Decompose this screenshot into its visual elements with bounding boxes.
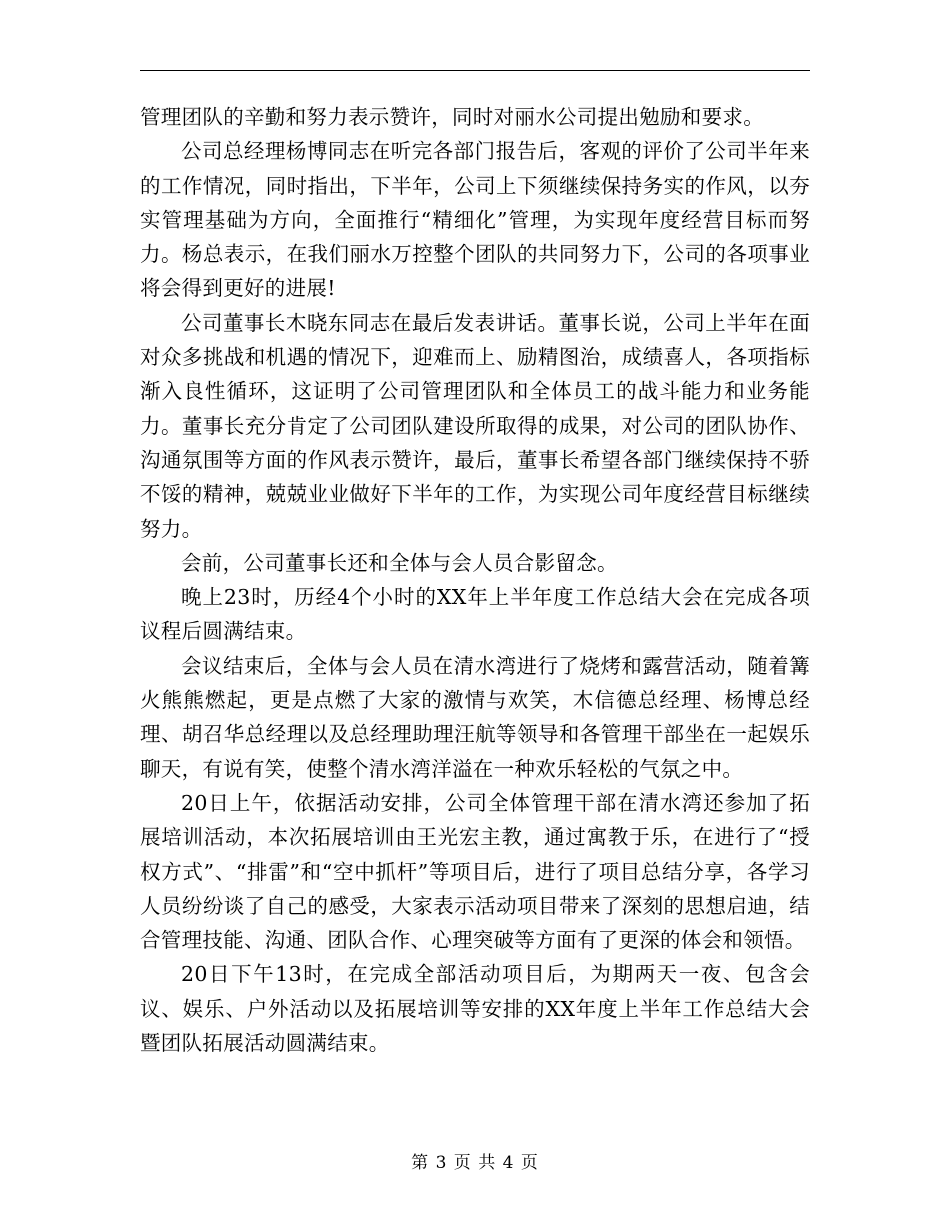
paragraph-event-conclusion: 20日下午13时，在完成全部活动项目后，为期两天一夜、包含会议、娱乐、户外活动以及拓展培训等安排的XX年度上半年工作总结大会暨团队拓展活动圆满结束。 (140, 962, 810, 1056)
paragraph-bonfire-activity: 会议结束后，全体与会人员在清水湾进行了烧烤和露营活动，随着篝火熊熊燃起，更是点燃了大家的激情与欢笑，木信德总经理、杨博总经理、胡召华总经理以及总经理助理汪航等领导和各管理干部坐在一起娱乐聊天，有说有笑，使整个清水湾洋溢在一种欢乐轻松的气氛之中。 (140, 653, 810, 781)
page-number: 第 3 页 共 4 页 (411, 1153, 539, 1173)
paragraph-meeting-end: 晚上23时，历经4个小时的XX年上半年度工作总结大会在完成各项议程后圆满结束。 (140, 585, 810, 644)
document-body (140, 100, 810, 1060)
paragraph-group-photo: 会前，公司董事长还和全体与会人员合影留念。 (181, 550, 618, 575)
paragraph-chairman-speech: 公司董事长木晓东同志在最后发表讲话。董事长说，公司上半年在面对众多挑战和机遇的情况下，迎难而上、励精图治，成绩喜人，各项指标渐入良性循环，这证明了公司管理团队和全体员工的战斗能力和业务能力。董事长充分肯定了公司团队建设所取得的成果，对公司的团队协作、沟通氛围等方面的作风表示赞许，最后，董事长希望各部门继续保持不骄不馁的精神，兢兢业业做好下半年的工作，为实现公司年度经营目标继续努力。 (140, 310, 810, 541)
header-rule (140, 70, 810, 71)
paragraph-training-activity: 20日上午，依据活动安排，公司全体管理干部在清水湾还参加了拓展培训活动，本次拓展培训由王光宏主教，通过寓教于乐，在进行了“授权方式”、“排雷”和“空中抓杆”等项目后，进行了项目总结分享，各学习人员纷纷谈了自己的感受，大家表示活动项目带来了深刻的思想启迪，结合管理技能、沟通、团队合作、心理突破等方面有了更深的体会和领悟。 (140, 790, 810, 953)
paragraph-continuation: 管理团队的辛勤和努力表示赞许，同时对丽水公司提出勉励和要求。 (140, 105, 764, 129)
paragraph-general-manager-remarks: 公司总经理杨博同志在听完各部门报告后，客观的评价了公司半年来的工作情况，同时指出，下半年，公司上下须继续保持务实的作风，以夯实管理基础为方向，全面推行“精细化”管理，为实现年度经营目标而努力。杨总表示，在我们丽水万控整个团队的共同努力下，公司的各项事业将会得到更好的进展! (140, 139, 810, 301)
